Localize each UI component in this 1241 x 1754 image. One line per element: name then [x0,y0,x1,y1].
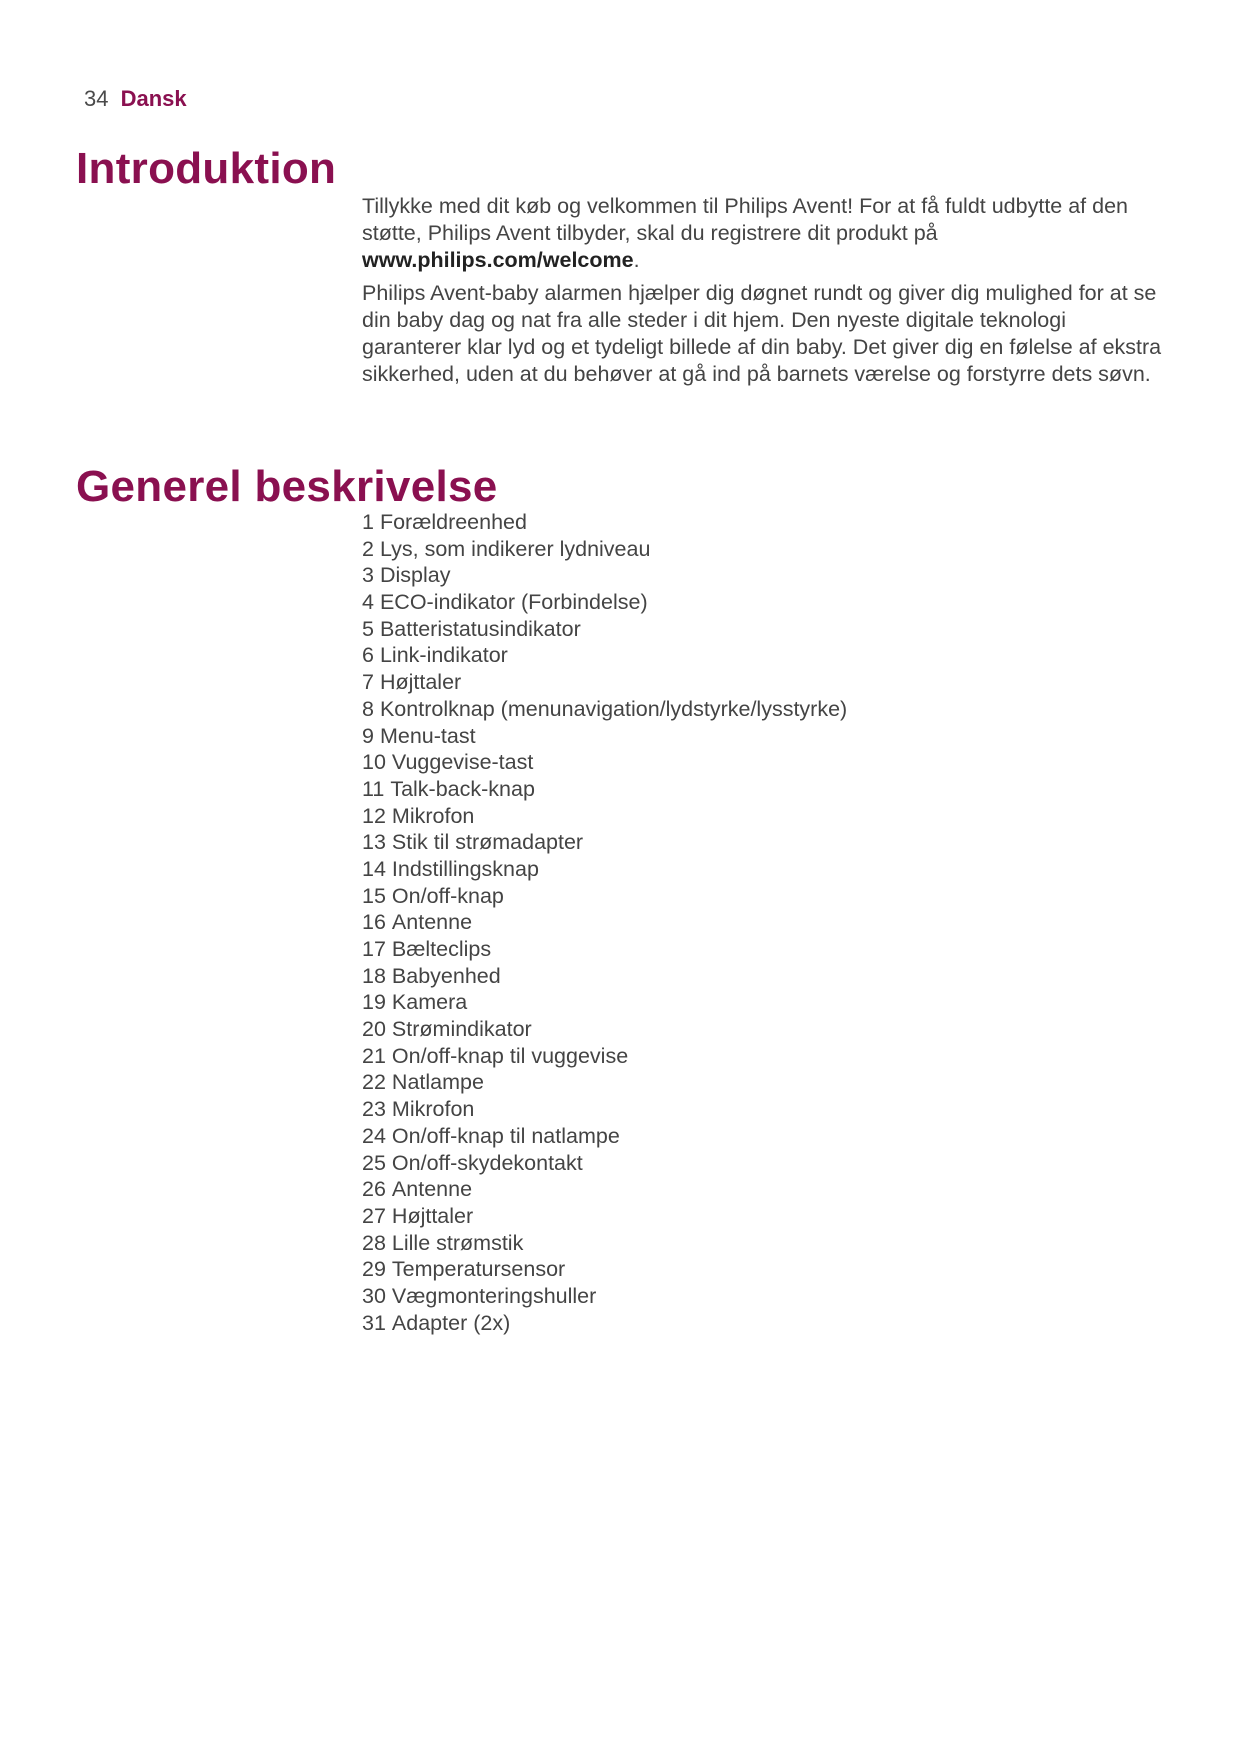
parts-list-item [362,1123,1162,1150]
item-label: Adapter (2x) [391,1310,511,1335]
item-label: On/off-knap til natlampe [391,1123,620,1148]
item-number: 31 [362,1310,386,1335]
item-number: 12 [362,803,386,828]
parts-list-item [362,723,1162,750]
parts-list-item [362,1043,1162,1070]
parts-list-item [362,1203,1162,1230]
item-number: 2 [362,536,374,561]
item-number: 11 [362,776,385,801]
item-label: Mikrofon [391,803,475,828]
parts-list-item [362,883,1162,910]
item-label: Menu-tast [379,723,476,748]
general-heading: Generel beskrivelse [76,462,498,511]
item-number: 10 [362,750,386,775]
parts-list-item [362,963,1162,990]
item-number: 5 [362,616,374,641]
item-label: Højttaler [379,670,462,695]
item-number: 13 [362,830,386,855]
item-label: Strømindikator [391,1017,532,1042]
section-language: Dansk [120,86,187,111]
item-number: 20 [362,1017,386,1042]
parts-list-item [362,642,1162,669]
parts-list-item [362,1096,1162,1123]
welcome-link[interactable]: www.philips.com/welcome [362,248,634,272]
parts-list-item [362,936,1162,963]
parts-list-item [362,536,1162,563]
item-label: On/off-skydekontakt [391,1150,583,1175]
item-number: 4 [362,590,374,615]
page-number: 34 [84,86,109,111]
parts-list-item [362,1069,1162,1096]
parts-list-item [362,776,1162,803]
parts-list-item [362,1256,1162,1283]
intro-p1-text: Tillykke med dit køb og velkommen til Philips Avent! For at få fuldt udbytte af den støtte, Philips Avent tilbyder, skal du registrere dit produkt på [362,194,1129,245]
parts-list-item [362,909,1162,936]
parts-list-item [362,589,1162,616]
item-number: 29 [362,1257,386,1282]
item-number: 1 [362,510,374,534]
item-number: 6 [362,643,374,668]
item-label: Temperatursensor [391,1257,566,1282]
parts-list-item [362,1016,1162,1043]
item-label: Bælteclips [391,937,492,961]
intro-paragraph-2: Philips Avent-baby alarmen hjælper dig døgnet rundt og giver dig mulighed for at se din baby dag og nat fra alle steder i dit hjem. Den nyeste digitale teknologi garanterer klar lyd og et tydeligt billede af din baby. Det giver dig en følelse af ekstra sikkerhed, uden at du behøver at gå ind på barnets værelse og forstyrre dets søvn. [362,281,1162,386]
item-label: Lille strømstik [391,1230,524,1255]
item-number: 26 [362,1177,386,1202]
parts-list-item [362,696,1162,723]
item-label: Stik til strømadapter [391,830,584,855]
item-label: Talk-back-knap [390,776,535,801]
item-number: 9 [362,723,374,748]
parts-list-item [362,749,1162,776]
item-label: On/off-knap til vuggevise [391,1043,629,1068]
item-number: 7 [362,670,374,695]
item-number: 25 [362,1150,386,1175]
parts-list-item [362,1283,1162,1310]
item-label: Vægmonteringshuller [391,1283,597,1308]
item-label: ECO-indikator (Forbindelse) [379,590,648,615]
item-number: 3 [362,563,374,588]
item-label: Lys, som indikerer lydniveau [379,536,651,561]
parts-list-item [362,1176,1162,1203]
item-number: 16 [362,910,386,935]
item-number: 27 [362,1203,386,1228]
item-number: 19 [362,990,386,1015]
item-number: 21 [362,1043,386,1068]
item-label: Batteristatusindikator [379,616,581,641]
item-label: Mikrofon [391,1097,475,1122]
item-label: Indstillingsknap [391,856,539,881]
parts-list-item [362,829,1162,856]
intro-heading: Introduktion [76,144,337,193]
intro-p1-end: . [633,248,640,272]
item-number: 30 [362,1283,386,1308]
parts-list-item [362,509,1162,536]
intro-body [362,193,1162,394]
item-label: Display [379,563,451,588]
parts-list-item [362,562,1162,589]
parts-list-item [362,1230,1162,1257]
intro-paragraph-1 [362,193,1162,274]
parts-list-item [362,803,1162,830]
page-header [84,86,187,112]
item-label: Vuggevise-tast [391,750,534,775]
item-label: Link-indikator [379,643,508,668]
item-number: 14 [362,856,386,881]
item-label: Natlampe [391,1070,484,1095]
item-number: 24 [362,1123,386,1148]
item-number: 18 [362,963,386,988]
item-number: 23 [362,1097,386,1122]
parts-list-item [362,989,1162,1016]
parts-list-item [362,669,1162,696]
item-label: Antenne [391,910,473,935]
item-label: Kamera [391,990,468,1015]
item-number: 17 [362,937,386,961]
parts-list-item [362,1310,1162,1337]
item-label: Højttaler [391,1203,474,1228]
item-number: 8 [362,696,374,721]
item-label: Antenne [391,1177,473,1202]
parts-list-item [362,616,1162,643]
item-number: 28 [362,1230,386,1255]
item-label: On/off-knap [391,883,504,908]
item-label: Forældreenhed [379,510,527,534]
item-number: 22 [362,1070,386,1095]
item-label: Babyenhed [391,963,501,988]
parts-list-item [362,1150,1162,1177]
item-label: Kontrolknap (menunavigation/lydstyrke/lysstyrke) [379,696,848,721]
parts-list-item [362,856,1162,883]
parts-list [362,509,1162,1336]
item-number: 15 [362,883,386,908]
